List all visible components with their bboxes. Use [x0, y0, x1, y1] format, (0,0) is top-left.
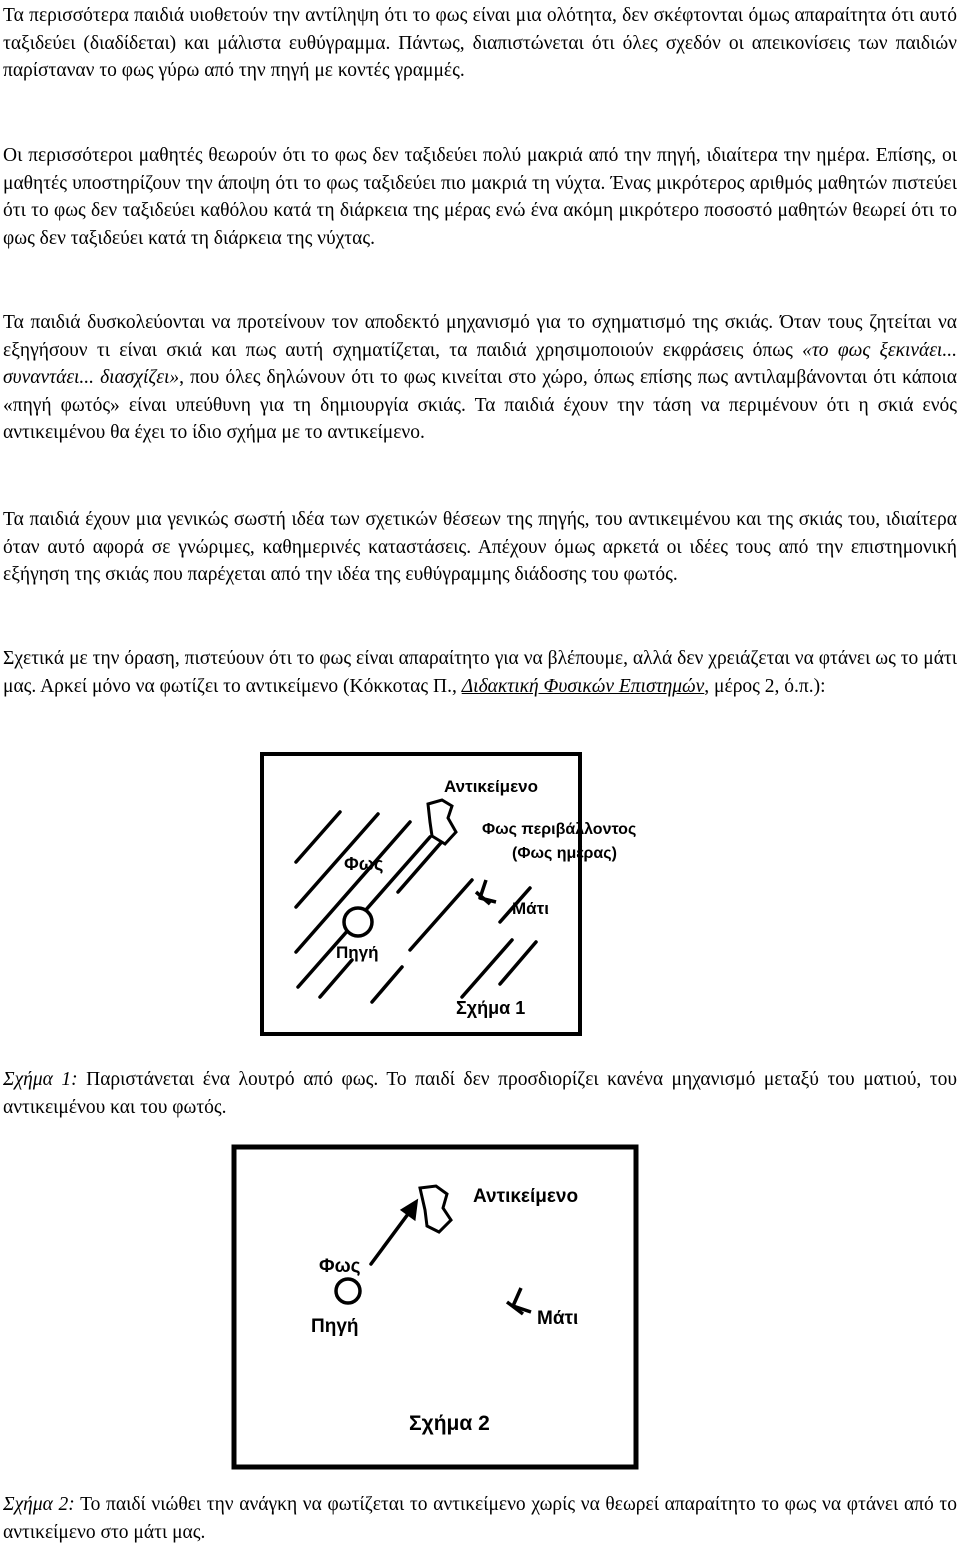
caption-1 [3, 1066, 957, 1121]
paragraph-4: Τα παιδιά έχουν μια γενικώς σωστή ιδέα των σχετικών θέσεων της πηγής, του αντικειμένου και της σκιάς του, ιδιαίτερα όταν αυτό αφορά σε γνώριμες, καθημερινές καταστάσεις. Απέχουν όμως αρκετά οι ιδέες τους από την επιστημονική εξήγηση της σκιάς που παρέχεται από την ιδέα της ευθύγραμμης διάδοσης του φωτός. [3, 509, 957, 586]
label-light-2: Φως [319, 1256, 361, 1277]
caption-1-label: Σχήμα 1: [3, 1069, 78, 1090]
paragraph-3 [3, 309, 957, 447]
light-source-circle-1 [344, 908, 372, 936]
label-daylight: (Φως ημέρας) [512, 845, 617, 862]
paragraph-3-text-b: , που όλες δηλώνουν ότι το φως κινείται στο χώρο, όπως επίσης πως αντιλαμβάνονται ότι κάποια «πηγή φωτός» είναι υπεύθυνη για τη δημιουργία σκιάς. Τα παιδιά έχουν την τάση να περιμένουν ότι η σκιά ενός αντικειμένου θα έχει το ίδιο σχήμα με το αντικείμενο. [3, 367, 957, 444]
figure-2-title: Σχήμα 2 [409, 1412, 490, 1435]
label-object-1: Αντικείμενο [444, 777, 538, 796]
caption-1-text: Παριστάνεται ένα λουτρό από φως. Το παιδί δεν προσδιορίζει κανένα μηχανισμό μεταξύ του ματιού, του αντικειμένου και του φωτός. [3, 1069, 957, 1118]
book-title: Διδακτική Φυσικών Επιστημών [461, 675, 705, 697]
object-shape-1 [428, 800, 456, 844]
label-light-1: Φως [344, 854, 384, 874]
label-eye-2: Μάτι [537, 1308, 579, 1329]
paragraph-5 [3, 645, 957, 700]
caption-2 [3, 1491, 957, 1546]
caption-2-label: Σχήμα 2: [3, 1494, 75, 1515]
figure-1-drawing [260, 752, 637, 1036]
paragraph-1: Τα περισσότερα παιδιά υιοθετούν την αντίληψη ότι το φως είναι μια ολότητα, δεν σκέφτονται όμως απαραίτητα ότι αυτό ταξιδεύει (διαδίδεται) και μάλιστα ευθύγραμμα. Πάντως, διαπιστώνεται ότι όλες σχεδόν οι απεικονίσεις των παιδιών παρίσταναν το φως γύρω από την πηγή με κοντές γραμμές. [3, 5, 957, 82]
paragraph-5-text-b: , μέρος 2, ό.π.): [704, 675, 826, 697]
label-source-2: Πηγή [311, 1316, 359, 1337]
paragraph-2: Οι περισσότεροι μαθητές θεωρούν ότι το φως δεν ταξιδεύει πολύ μακριά από την πηγή, ιδιαίτερα την ημέρα. Επίσης, οι μαθητές υποστηρίζουν την άποψη ότι το φως ταξιδεύει πιο μακριά τη νύχτα. Ένας μικρότερος αριθμός μαθητών πιστεύει ότι το φως δεν ταξιδεύει καθόλου κατά τη διάρκεια της μέρας ενώ ένα ακόμη μικρότερο ποσοστό μαθητών θεωρεί ότι το φως δεν ταξιδεύει κατά τη διάρκεια της νύχτας. [3, 145, 957, 249]
label-ambient-light: Φως περιβάλλοντος [482, 821, 637, 838]
light-source-circle-2 [336, 1279, 360, 1303]
caption-2-text: Το παιδί νιώθει την ανάγκη να φωτίζεται το αντικείμενο χωρίς να θεωρεί απαραίτητο το φως να φτάνει από το αντικείμενο στο μάτι μας. [3, 1494, 957, 1543]
figure-2-drawing [231, 1144, 639, 1470]
figure-1-title: Σχήμα 1 [456, 998, 526, 1018]
figure-1 [260, 752, 637, 1036]
label-eye-1: Μάτι [512, 899, 549, 918]
paragraph-3-text-a: Τα παιδιά δυσκολεύονται να προτείνουν τον αποδεκτό μηχανισμό για το σχηματισμό της σκιάς. Όταν τους ζητείται να εξηγήσουν τι είναι σκιά και πως αυτή σχηματίζεται, τα παιδιά χρησιμοποιούν εκφράσεις όπως [3, 312, 957, 361]
paragraph-5-text-a: Σχετικά με την όραση, πιστεύουν ότι το φως είναι απαραίτητο για να βλέπουμε, αλλά δεν χρειάζεται να φτάνει ως το μάτι μας. Αρκεί μόνο να φωτίζει το αντικείμενο (Κόκκοτας Π., [3, 648, 957, 697]
figure-2 [231, 1144, 639, 1470]
paragraph-3-quote: «το φως ξεκινάει... συναντάει... διασχίζει» [3, 339, 957, 389]
label-source-1: Πηγή [336, 943, 379, 962]
label-object-2: Αντικείμενο [473, 1186, 579, 1207]
